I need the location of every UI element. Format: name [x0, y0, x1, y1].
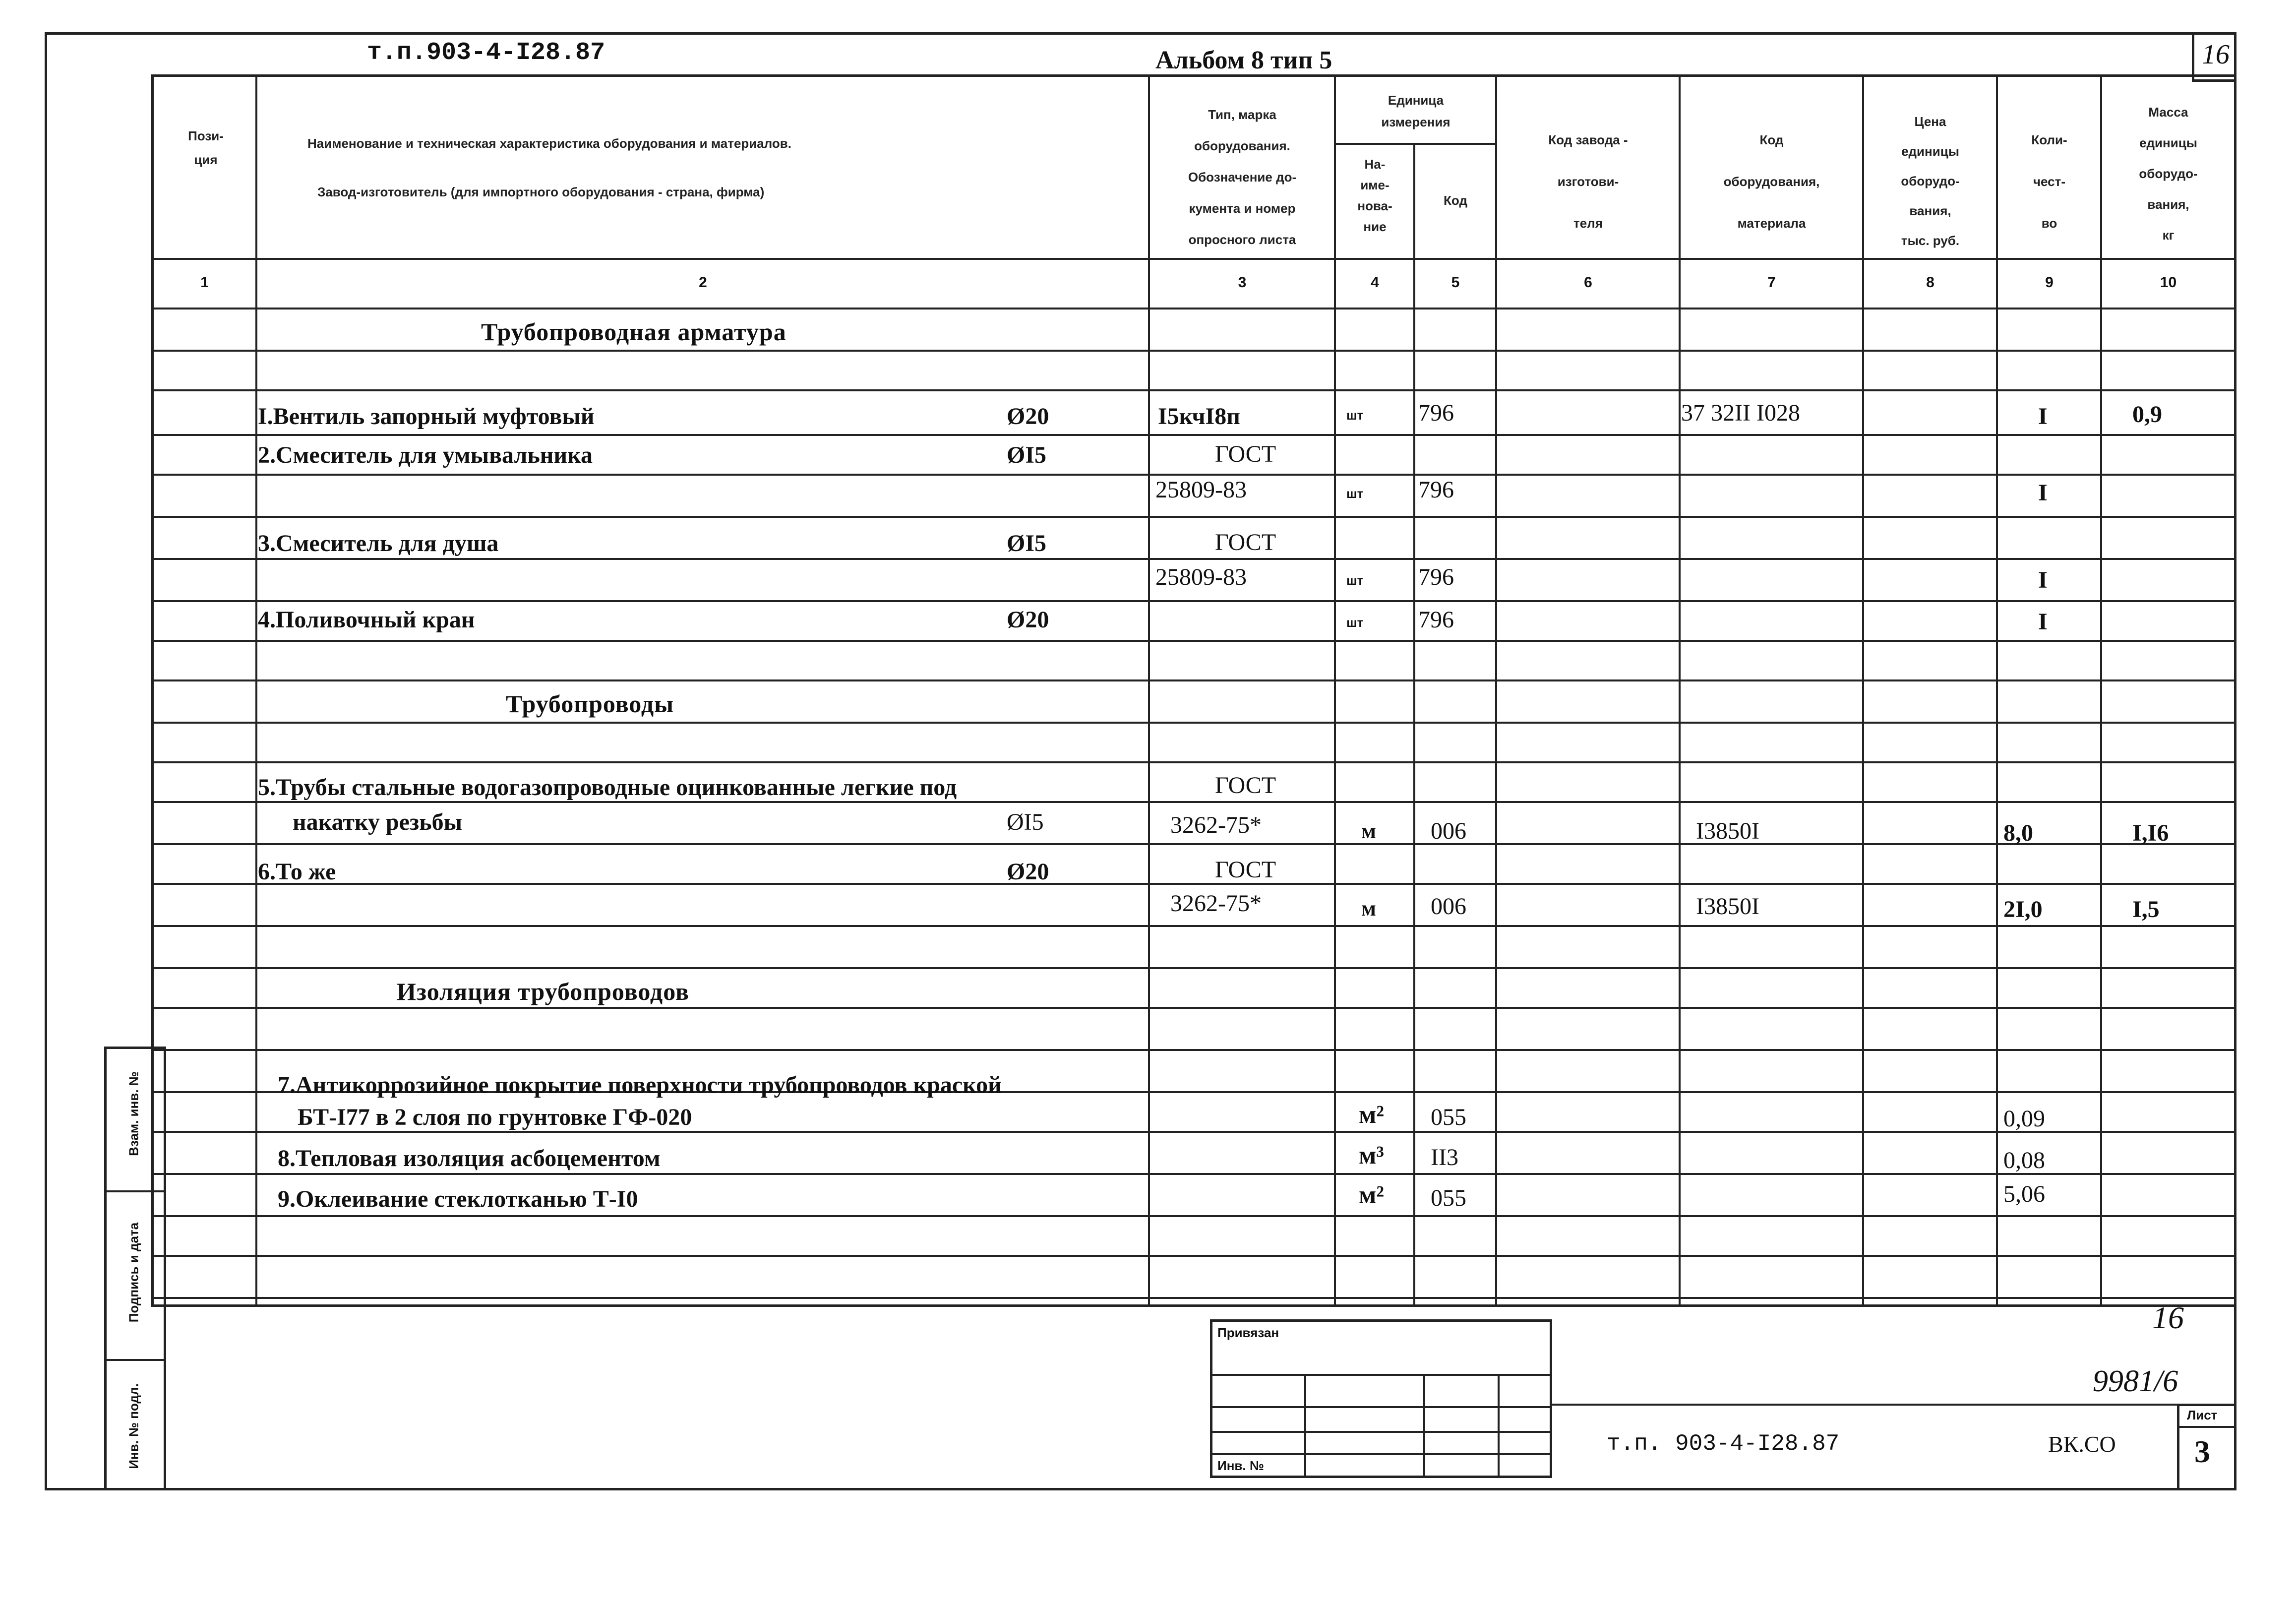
- col-number: 2: [699, 274, 707, 291]
- col6-header: Код завода - изготови- теля: [1548, 132, 1628, 231]
- side-stamp-signature: Подпись и дата: [126, 1222, 141, 1323]
- section-title-fittings: Трубопроводная арматура: [481, 318, 786, 346]
- row2-type-gost: ГОСТ: [1215, 441, 1276, 467]
- binding-col: [1423, 1374, 1425, 1478]
- row3-unit: шт: [1346, 573, 1364, 588]
- row2-type-number: 25809-83: [1155, 477, 1247, 503]
- section-title-pipes: Трубопроводы: [506, 690, 674, 718]
- row-line: [151, 600, 2236, 602]
- row5-diameter: ØI5: [1007, 809, 1044, 835]
- unit-group-line: [1334, 143, 1495, 145]
- row6-diameter: Ø20: [1007, 859, 1049, 885]
- row-line: [151, 350, 2236, 352]
- row-line: [151, 1049, 2236, 1051]
- col-number: 5: [1451, 274, 1460, 291]
- row6-mass: I,5: [2132, 896, 2160, 923]
- row-line: [151, 474, 2236, 476]
- row-line: [151, 761, 2236, 763]
- row4-unit: шт: [1346, 615, 1364, 630]
- row3-type-gost: ГОСТ: [1215, 529, 1276, 556]
- side-stamp-line: [104, 1190, 166, 1192]
- row1-equip-code: 37 32II I028: [1681, 400, 1800, 426]
- row8-name: 8.Тепловая изоляция асбоцементом: [278, 1145, 661, 1172]
- footer-mark: ВК.СО: [2048, 1431, 2116, 1457]
- corner-sheet-number: 16: [2202, 39, 2230, 70]
- row8-unit: м³: [1359, 1141, 1385, 1170]
- binding-line: [1210, 1453, 1552, 1455]
- header-bottom-line: [151, 258, 2236, 260]
- row-line: [151, 722, 2236, 724]
- row1-name: I.Вентиль запорный муфтовый: [258, 403, 595, 430]
- row-line: [151, 1255, 2236, 1257]
- row9-code: 055: [1431, 1185, 1466, 1211]
- row-line: [151, 1173, 2236, 1175]
- row-line: [151, 679, 2236, 681]
- row-line: [151, 967, 2236, 969]
- row4-code: 796: [1418, 607, 1454, 633]
- row7-qty: 0,09: [2003, 1106, 2045, 1132]
- row9-name: 9.Оклеивание стеклотканью Т-I0: [278, 1186, 638, 1212]
- row-line: [151, 843, 2236, 845]
- row9-qty: 5,06: [2003, 1181, 2045, 1207]
- section-title-insulation: Изоляция трубопроводов: [397, 978, 689, 1005]
- col-number: 10: [2160, 274, 2177, 291]
- col8-header: Цена единицы оборудо- вания, тыс. руб.: [1901, 114, 1960, 248]
- row4-qty: I: [2038, 609, 2048, 635]
- row1-qty: I: [2038, 403, 2048, 430]
- row7-unit: м²: [1359, 1101, 1385, 1129]
- col-number: 1: [200, 274, 209, 291]
- row3-name: 3.Смеситель для душа: [258, 530, 499, 556]
- row4-name: 4.Поливочный кран: [258, 607, 475, 633]
- binding-line: [1210, 1374, 1552, 1376]
- title-block-line: [1552, 1404, 2236, 1406]
- footer-doc-code: т.п. 903-4-I28.87: [1607, 1431, 1840, 1457]
- row5-type-number: 3262-75*: [1170, 812, 1262, 838]
- col-number: 6: [1584, 274, 1592, 291]
- binding-col: [1498, 1374, 1500, 1478]
- row5-mass: I,I6: [2132, 820, 2169, 846]
- sheet-box-line: [2177, 1426, 2236, 1428]
- row2-name: 2.Смеситель для умывальника: [258, 442, 593, 468]
- row5-type-gost: ГОСТ: [1215, 772, 1276, 799]
- col4-header: На- име- нова- ние: [1357, 157, 1392, 234]
- row-line: [151, 1215, 2236, 1217]
- col-number: 9: [2045, 274, 2054, 291]
- row-line: [151, 434, 2236, 436]
- col2-header: Наименование и техническая характеристика оборудования и материалов. Завод-изготовитель (для импортного оборудования - страна, фирма): [307, 136, 792, 199]
- col10-header: Масса единицы оборудо- вания, кг: [2139, 105, 2198, 243]
- row2-qty: I: [2038, 480, 2048, 506]
- row5-name-line1: 5.Трубы стальные водогазопроводные оцинкованные легкие под: [258, 774, 957, 801]
- row-line: [151, 389, 2236, 391]
- row-line: [151, 1007, 2236, 1009]
- row8-qty: 0,08: [2003, 1147, 2045, 1173]
- row-line: [151, 1131, 2236, 1133]
- sheet-label: Лист: [2187, 1408, 2218, 1422]
- row5-equip-code: I3850I: [1696, 818, 1759, 844]
- row3-diameter: ØI5: [1007, 530, 1047, 556]
- col7-header: Код оборудования, материала: [1723, 132, 1820, 231]
- row6-name: 6.То же: [258, 859, 336, 885]
- numbers-bottom-line: [151, 308, 2236, 309]
- row1-mass: 0,9: [2132, 401, 2162, 428]
- row2-unit: шт: [1346, 486, 1364, 501]
- col9-header: Коли- чест- во: [2031, 132, 2067, 231]
- row1-unit: шт: [1346, 408, 1364, 423]
- row9-unit: м²: [1359, 1181, 1385, 1209]
- doc-code-top: т.п.903-4-I28.87: [367, 39, 605, 67]
- binding-line: [1210, 1406, 1552, 1408]
- unit-group-header: Единица измерения: [1381, 93, 1450, 129]
- col5-header: Код: [1444, 193, 1467, 208]
- row-line: [151, 516, 2236, 518]
- row-line: [151, 925, 2236, 927]
- row2-code: 796: [1418, 477, 1454, 503]
- col3-header: Тип, марка оборудования. Обозначение до- кумента и номер опросного листа: [1188, 107, 1297, 247]
- sheet-number: 3: [2194, 1434, 2210, 1469]
- col1-header: Пози- ция: [188, 128, 224, 167]
- binding-label: Привязан: [1217, 1325, 1279, 1340]
- col-number: 8: [1926, 274, 1934, 291]
- row6-unit: м: [1361, 896, 1376, 921]
- handwritten-order-number: 9981/6: [2093, 1364, 2178, 1398]
- row1-type: I5кчI8п: [1158, 403, 1240, 430]
- row4-diameter: Ø20: [1007, 607, 1049, 633]
- side-stamp-line: [104, 1359, 166, 1361]
- binding-col: [1304, 1374, 1306, 1478]
- row7-name-line2: БТ-I77 в 2 слоя по грунтовке ГФ-020: [298, 1104, 692, 1130]
- binding-inventory-label: Инв. №: [1217, 1458, 1264, 1473]
- row7-code: 055: [1431, 1104, 1466, 1130]
- row-line: [151, 1297, 2236, 1299]
- row6-equip-code: I3850I: [1696, 893, 1759, 920]
- col-number: 4: [1371, 274, 1379, 291]
- row3-type-number: 25809-83: [1155, 564, 1247, 590]
- row1-code: 796: [1418, 400, 1454, 426]
- row5-qty: 8,0: [2003, 820, 2033, 846]
- row5-code: 006: [1431, 818, 1466, 844]
- row-line: [151, 801, 2236, 803]
- row7-name-line1: 7.Антикоррозийное покрытие поверхности трубопроводов краской: [278, 1072, 1002, 1098]
- album-label: Альбом 8 тип 5: [1155, 46, 1332, 74]
- col-number: 3: [1238, 274, 1247, 291]
- row6-code: 006: [1431, 893, 1466, 920]
- row-line: [151, 640, 2236, 642]
- handwritten-sheet-16: 16: [2152, 1300, 2184, 1335]
- row6-type-number: 3262-75*: [1170, 890, 1262, 917]
- row2-diameter: ØI5: [1007, 442, 1047, 468]
- side-stamp-replaced: Взам. инв. №: [126, 1071, 141, 1156]
- row6-type-gost: ГОСТ: [1215, 857, 1276, 883]
- row3-qty: I: [2038, 567, 2048, 593]
- row-line: [151, 883, 2236, 885]
- row3-code: 796: [1418, 564, 1454, 590]
- row6-qty: 2I,0: [2003, 896, 2043, 923]
- binding-line: [1210, 1431, 1552, 1433]
- side-stamp-inventory: Инв. № подл.: [126, 1383, 141, 1469]
- col-number: 7: [1767, 274, 1776, 291]
- row5-unit: м: [1361, 819, 1376, 843]
- row5-name-line2: накатку резьбы: [293, 809, 463, 835]
- row1-diameter: Ø20: [1007, 403, 1049, 430]
- row-line: [151, 558, 2236, 560]
- row8-code: II3: [1431, 1144, 1458, 1171]
